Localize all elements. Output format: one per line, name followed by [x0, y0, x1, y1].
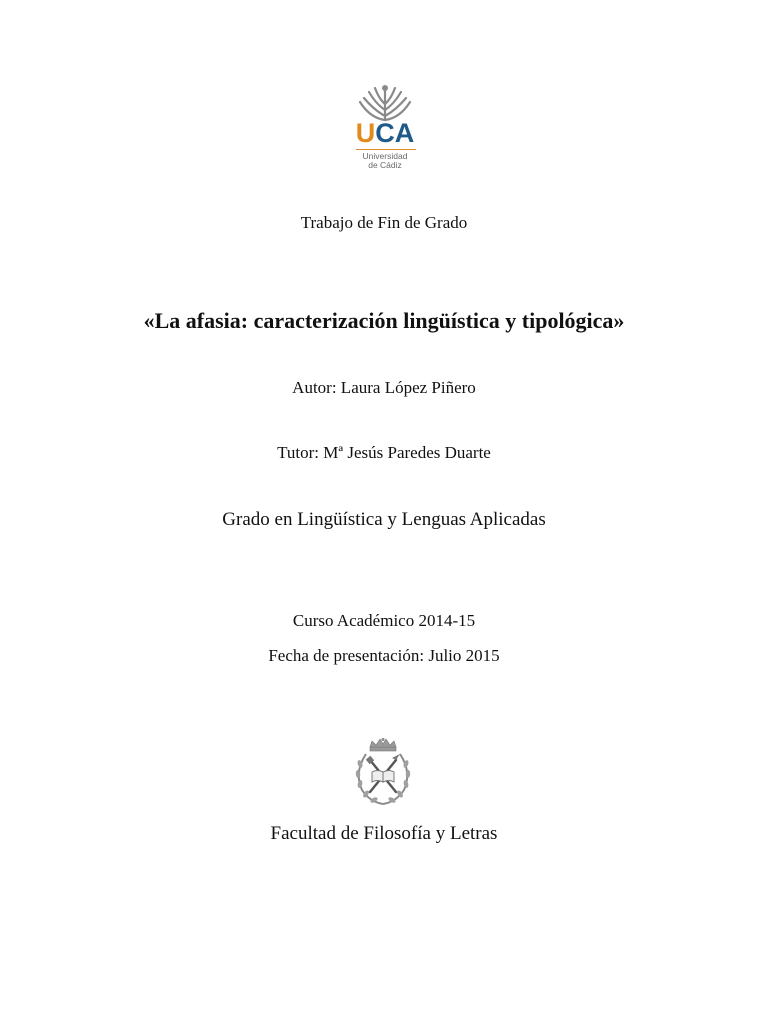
document-author: Autor: Laura López Piñero	[292, 378, 476, 397]
uca-crest-icon	[340, 80, 430, 122]
document-degree: Grado en Lingüística y Lenguas Aplicadas	[222, 509, 546, 530]
uca-divider	[356, 149, 416, 150]
uca-name-ca: CA	[375, 118, 415, 148]
document-title: «La afasia: caracterización lingüística y tipológica»	[143, 308, 625, 333]
uca-name-u: U	[355, 118, 376, 148]
faculty-seal-icon	[350, 738, 416, 808]
uca-name	[340, 120, 430, 147]
uca-subtitle-line1: Universidad	[362, 151, 408, 161]
faculty-name: Facultad de Filosofía y Letras	[270, 823, 498, 844]
uca-logo	[340, 80, 430, 175]
uca-subtitle-line2: de Cádiz	[368, 160, 402, 170]
presentation-date: Fecha de presentación: Julio 2015	[268, 646, 500, 665]
academic-year: Curso Académico 2014-15	[292, 611, 476, 630]
document-tutor: Tutor: Mª Jesús Paredes Duarte	[277, 443, 491, 462]
document-type: Trabajo de Fin de Grado	[300, 213, 468, 232]
